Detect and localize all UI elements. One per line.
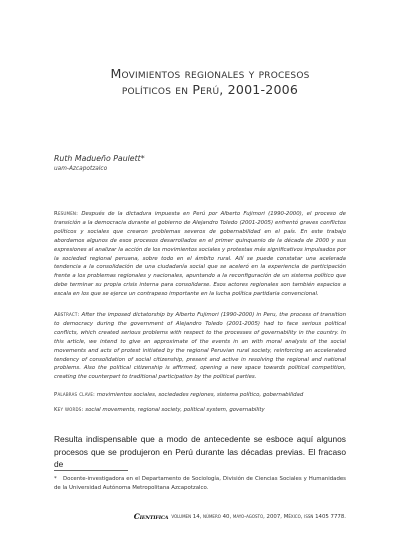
title-line-1: Movimientos regionales y procesos [110, 66, 310, 81]
footnote-mark: * [54, 476, 57, 482]
abstract-spanish [54, 210, 346, 299]
journal-citation: volumen 14, número 40, mayo-agosto, 2007, México, issn 1405 7778. [171, 513, 346, 520]
author-name: Ruth Madueño Paulett* [54, 154, 145, 163]
footnote-divider [54, 470, 128, 471]
abstract-spanish-label: Resumen: [54, 211, 79, 217]
abstract-english-label: Abstract: [54, 312, 80, 318]
author-affiliation: uam-Azcapotzalco [54, 166, 108, 172]
article-title [60, 66, 360, 98]
abstract-english [54, 311, 346, 382]
keywords-spanish [54, 391, 346, 400]
footnote-text: Docente-investigadora en el Departamento de Sociología, División de Ciencias Sociales y Humanidades de la Universidad Autónoma Metropolitana Azcapotzalco. [54, 476, 346, 491]
abstract-spanish-text: Después de la dictadura impuesta en Perú por Alberto Fujimori (1990-2000), el proceso de transición a la democracia durante el gobierno de Alejandro Toledo (2001-2005) enfrentó graves conflictos políticos y sociales que crearon problemas severos de gobernabilidad en el país. En este trabajo abordamos algunos de esos procesos desarrollados en el primer quinquenio de la década de 2000 y sus expresiones al analizar la acción de los movimientos sociales y protestas más significativos impulsados por la sociedad regional peruana, sobre todo en el ámbito rural. Allí se puede constatar una acelerada tendencia a la consolidación de una ciudadanía social que se aceleró en la experiencia de participación frente a los problemas regionales y nacionales, apuntando a la reconfiguración de un sistema político que debe terminar su propia crisis interna para consolidarse. Esos actores regionales son también espacios a escala en los que se ejerce un contrapeso importante en la lucha política partidaria convencional. [54, 211, 347, 298]
keywords-english-label: Key words: [54, 407, 84, 413]
title-line-2: políticos en Perú, 2001-2006 [121, 82, 299, 97]
keywords-spanish-label: Palabras clave: [54, 392, 96, 398]
keywords-english-text: social movements, regional society, political system, governability [85, 407, 265, 413]
keywords-spanish-text: movimientos sociales, sociedades regiones, sistema político, gobernabilidad [96, 392, 304, 398]
page-footer [100, 512, 346, 521]
keywords-english [54, 406, 346, 415]
journal-logo: Cientifica [133, 512, 169, 521]
abstract-english-text: After the imposed dictatorship by Alberto Fujimori (1990-2000) in Peru, the process of transition to democracy during the government of Alejandro Toledo (2001-2005) had to face serious political conflicts, which created serious problems with respect to the processes of governability in the country. In this article, we intend to give an approximate of the events in an with moral analysis of the social movements and acts of protest initiated by the regional Peruvian rural society, reinforcing an accelerated tendency of consolidation of social citizenship, present and active in resolving the regional and national problems. Also the political citizenship is affirmed, opening a new space towards political competition, creating the counterpart to traditional participation by the political parties. [54, 312, 346, 381]
footnote [54, 475, 346, 492]
body-paragraph: Resulta indispensable que a modo de antecedente se esboce aquí algunos procesos que se produjeron en Perú durante las décadas previas. El fracaso de [54, 434, 346, 470]
